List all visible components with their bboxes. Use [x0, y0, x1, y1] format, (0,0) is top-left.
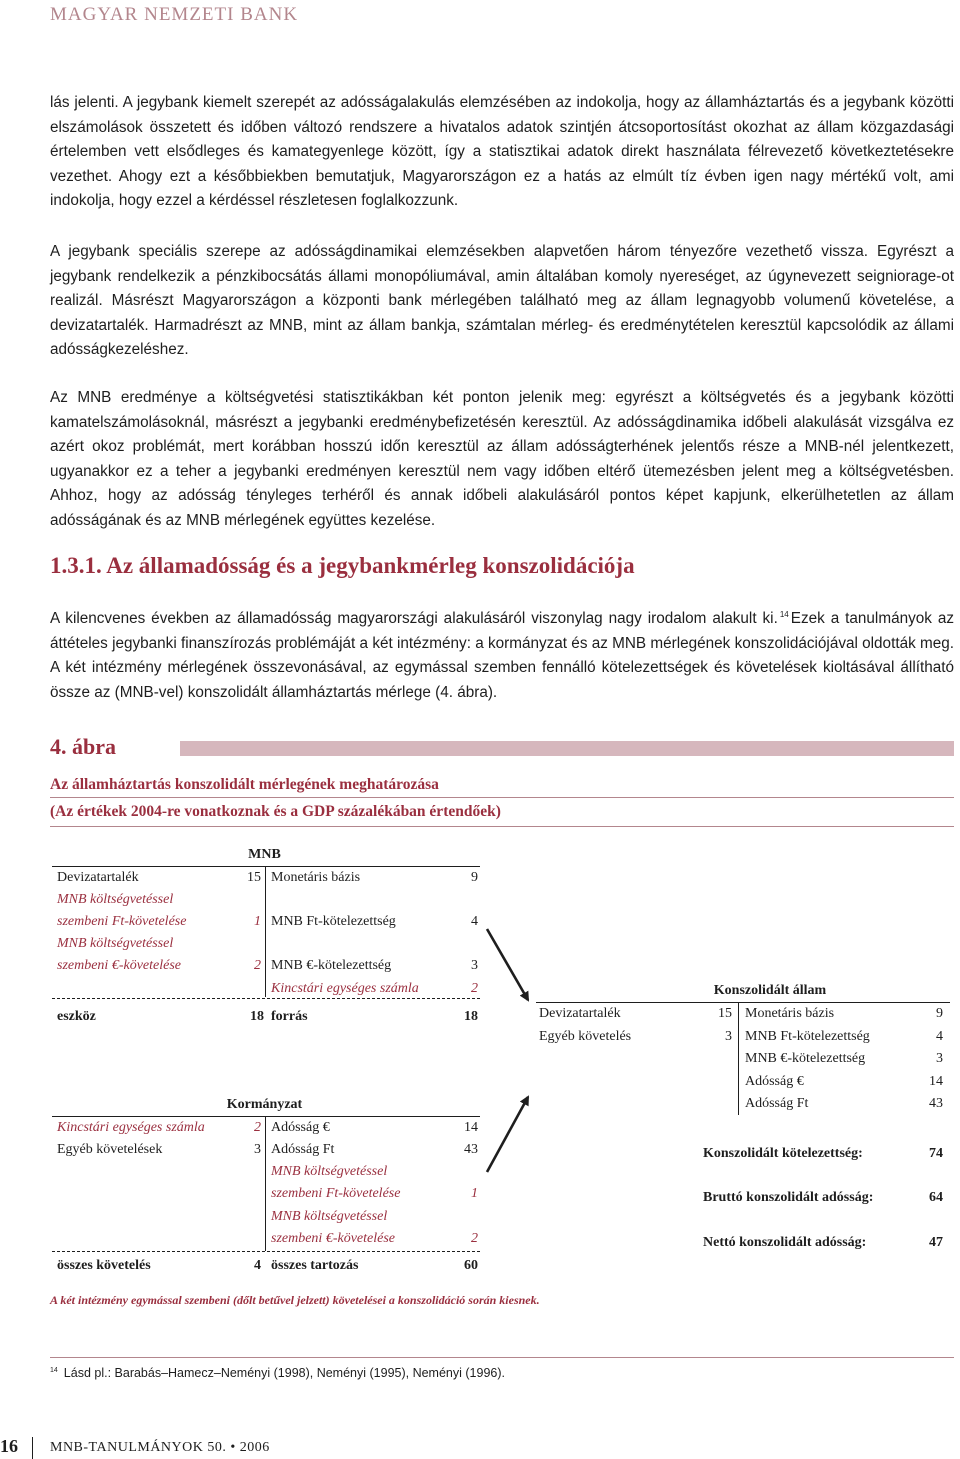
mnb-asset-label: szembeni Ft-követelése — [57, 914, 187, 929]
mnb-liability-label: MNB Ft-kötelezettség — [271, 914, 396, 929]
publication-footer: MNB-TANULMÁNYOK 50. • 2006 — [50, 1440, 270, 1455]
arrow-govt-to-consolidated — [487, 1097, 528, 1172]
footnote-rule — [50, 1357, 954, 1358]
consolidated-liability-value: 3 — [936, 1051, 943, 1066]
mnb-total-right-value: 18 — [464, 1009, 478, 1024]
consolidated-liability-label: Adósság € — [745, 1074, 804, 1089]
govt-liability-label: MNB költségvetéssel — [271, 1164, 388, 1179]
paragraph-4-part-a: A kilencvenes években az államadósság magyarországi alakulásáról viszonylag nagy irodalom alakult ki. — [50, 610, 778, 627]
footnote-ref[interactable]: 14 — [779, 610, 789, 619]
mnb-asset-label: MNB költségvetéssel — [57, 892, 174, 907]
footer-separator — [32, 1437, 33, 1459]
paragraph-2: A jegybank speciális szerepe az adósságdinamikai elemzésekben alapvetően három tényezőre vezethető vissza. Egyrészt a jegybank rendelkezik a pénzkibocsátás állami monopóliumával, amin általában komoly nyereséget, az úgynevezett seigniorage-ot realizál. Másrészt Magyarországon a központi bank mérlegében található meg az állam legnagyobb volumenű követelése, a devizatartalék. Harmadrészt az MNB, mint az állam bankja, számtalan mérleg- és eredménytételen keresztül kapcsolódik az állami adósságkezeléshez. — [50, 243, 954, 358]
govt-liability-value: 14 — [464, 1120, 478, 1135]
section-heading: 1.3.1. Az államadósság és a jegybankmérleg konszolidációja — [50, 553, 635, 578]
mnb-total-left-label: eszköz — [57, 1009, 96, 1024]
consolidated-liability-value: 43 — [929, 1096, 943, 1111]
paragraph-1: lás jelenti. A jegybank kiemelt szerepét az adósságalakulás elemzésében az indokolja, hogy az államháztartás és a jegybank közötti elszámolások összetett és időben változó rendszere a hivatalos adatok szintjén átcsoportosítást okozhat az állam közgazdasági értelemben vett elsődleges és kamategyenlege között, így a statisztikai adatok direkt használata félrevezető következtetésekre vezethet. Ahogy ezt a későbbiekben bemutatjuk, Magyarországon ez a hatás az elmúlt tíz évben igen nagy mértékű volt, ami indokolja, hogy ezzel a kérdéssel részletesen foglalkozzunk. — [50, 94, 954, 209]
govt-title: Kormányzat — [226, 1097, 303, 1112]
footnote-number: 14 — [50, 1367, 58, 1374]
mnb-liability-value: 4 — [471, 914, 478, 929]
govt-liability-value: 1 — [471, 1186, 478, 1201]
paragraph-4-part-b: Ezek a tanulmányok az áttételes jegybanki finanszírozás problémáját a két intézmény: a kormányzat és az MNB mérlegének konszolidációjával oldották meg. A két intézmény mérlegének összevonásával, az egymással szemben fennálló kötelezettségek és követelések kioltásával állítható össze az (MNB-vel) konszolidált államháztartás mérlege (4. ábra). — [50, 610, 955, 701]
mnb-asset-value: 1 — [254, 914, 261, 929]
mnb-liability-value: 9 — [471, 870, 478, 885]
arrow-mnb-to-consolidated — [487, 929, 528, 1000]
consolidated-liability-value: 4 — [936, 1029, 943, 1044]
consolidated-asset-value: 3 — [725, 1029, 732, 1044]
mnb-asset-value: 2 — [254, 958, 261, 973]
govt-total-right-value: 60 — [464, 1258, 478, 1273]
govt-liability-label: MNB költségvetéssel — [271, 1209, 388, 1224]
mnb-liability-value: 2 — [471, 981, 478, 996]
consolidated-asset-label: Egyéb követelés — [539, 1029, 632, 1044]
mnb-liability-label: Kincstári egységes számla — [271, 981, 419, 996]
mnb-asset-label: MNB költségvetéssel — [57, 936, 174, 951]
govt-liability-label: szembeni Ft-követelése — [271, 1186, 401, 1201]
summary-label: Nettó konszolidált adósság: — [703, 1235, 867, 1250]
govt-asset-value: 2 — [254, 1120, 261, 1135]
mnb-total-left-value: 18 — [250, 1009, 264, 1024]
consolidated-liability-value: 9 — [936, 1006, 943, 1021]
consolidated-title: Konszolidált állam — [713, 983, 827, 998]
mnb-asset-label: szembeni €-követelése — [57, 958, 181, 973]
consolidated-top-rule — [536, 1002, 950, 1003]
consolidated-liability-value: 14 — [929, 1074, 943, 1089]
consolidated-liability-label: MNB Ft-kötelezettség — [745, 1029, 870, 1044]
footnote — [50, 1366, 505, 1380]
govt-asset-label: Kincstári egységes számla — [57, 1120, 205, 1135]
figure-note: A két intézmény egymással szembeni (dőlt betűvel jelzett) követelései a konszolidáció során kiesnek. — [50, 1293, 540, 1307]
consolidated-asset-value: 15 — [718, 1006, 732, 1021]
consolidated-divider — [738, 1002, 739, 1115]
consolidated-liability-label: Adósság Ft — [745, 1096, 809, 1111]
mnb-title: MNB — [248, 847, 281, 862]
summary-value: 74 — [929, 1146, 943, 1161]
mnb-total-right-label: forrás — [271, 1009, 308, 1024]
mnb-asset-label: Devizatartalék — [57, 870, 139, 885]
mnb-liability-value: 3 — [471, 958, 478, 973]
consolidated-liability-label: MNB €-kötelezettség — [745, 1051, 866, 1066]
consolidated-asset-label: Devizatartalék — [539, 1006, 621, 1021]
page-number: 16 — [0, 1436, 18, 1456]
figure-title: Az államháztartás konszolidált mérlegének meghatározása — [50, 776, 439, 793]
mnb-liability-label: MNB €-kötelezettség — [271, 958, 392, 973]
running-header: MAGYAR NEMZETI BANK — [50, 4, 299, 25]
govt-total-left-value: 4 — [254, 1258, 261, 1273]
govt-liability-label: szembeni €-követelése — [271, 1231, 395, 1246]
figure-label: 4. ábra — [50, 734, 116, 759]
figure-subtitle: (Az értékek 2004-re vonatkoznak és a GDP százalékában értendőek) — [50, 803, 501, 820]
govt-liability-label: Adósság € — [271, 1120, 330, 1135]
mnb-liability-label: Monetáris bázis — [271, 870, 361, 885]
summary-value: 64 — [929, 1190, 943, 1205]
summary-value: 47 — [929, 1235, 943, 1250]
govt-total-left-label: összes követelés — [57, 1258, 151, 1273]
summary-label: Bruttó konszolidált adósság: — [703, 1190, 874, 1205]
govt-liability-label: Adósság Ft — [271, 1142, 335, 1157]
footnote-text: Lásd pl.: Barabás–Hamecz–Neményi (1998), Neményi (1995), Neményi (1996). — [63, 1366, 505, 1380]
govt-total-right-label: összes tartozás — [271, 1258, 359, 1273]
mnb-asset-value: 15 — [247, 870, 261, 885]
paragraph-3: Az MNB eredménye a költségvetési statisztikákban két ponton jelenik meg: egyrészt a költségvetés és a jegybank közötti kamatelszámolásoknál, másrészt a jegybanki eredménybefizetésén keresztül. Az adósságdinamika időbeli alakulását vizsgálva ez azért okoz problémát, mert korábban hosszú időn keresztül az állam adósságterhének jelentős része a MNB-nél jelentkezett, ugyanakkor ez a teher a jegybanki eredményen keresztül nem vagy időben eltérő ütemezésben jelent meg a költségvetésben. Ahhoz, hogy az adósság tényleges terhéről és annak időbeli alakulásáról pontos képet kapjunk, elkerülhetetlen az állam adósságának és az MNB mérlegének együttes kezelése. — [50, 389, 954, 529]
govt-asset-label: Egyéb követelések — [57, 1142, 163, 1157]
govt-asset-value: 3 — [254, 1142, 261, 1157]
govt-liability-value: 2 — [471, 1231, 478, 1246]
govt-liability-value: 43 — [464, 1142, 478, 1157]
summary-label: Konszolidált kötelezettség: — [703, 1146, 863, 1161]
consolidated-liability-label: Monetáris bázis — [745, 1006, 835, 1021]
